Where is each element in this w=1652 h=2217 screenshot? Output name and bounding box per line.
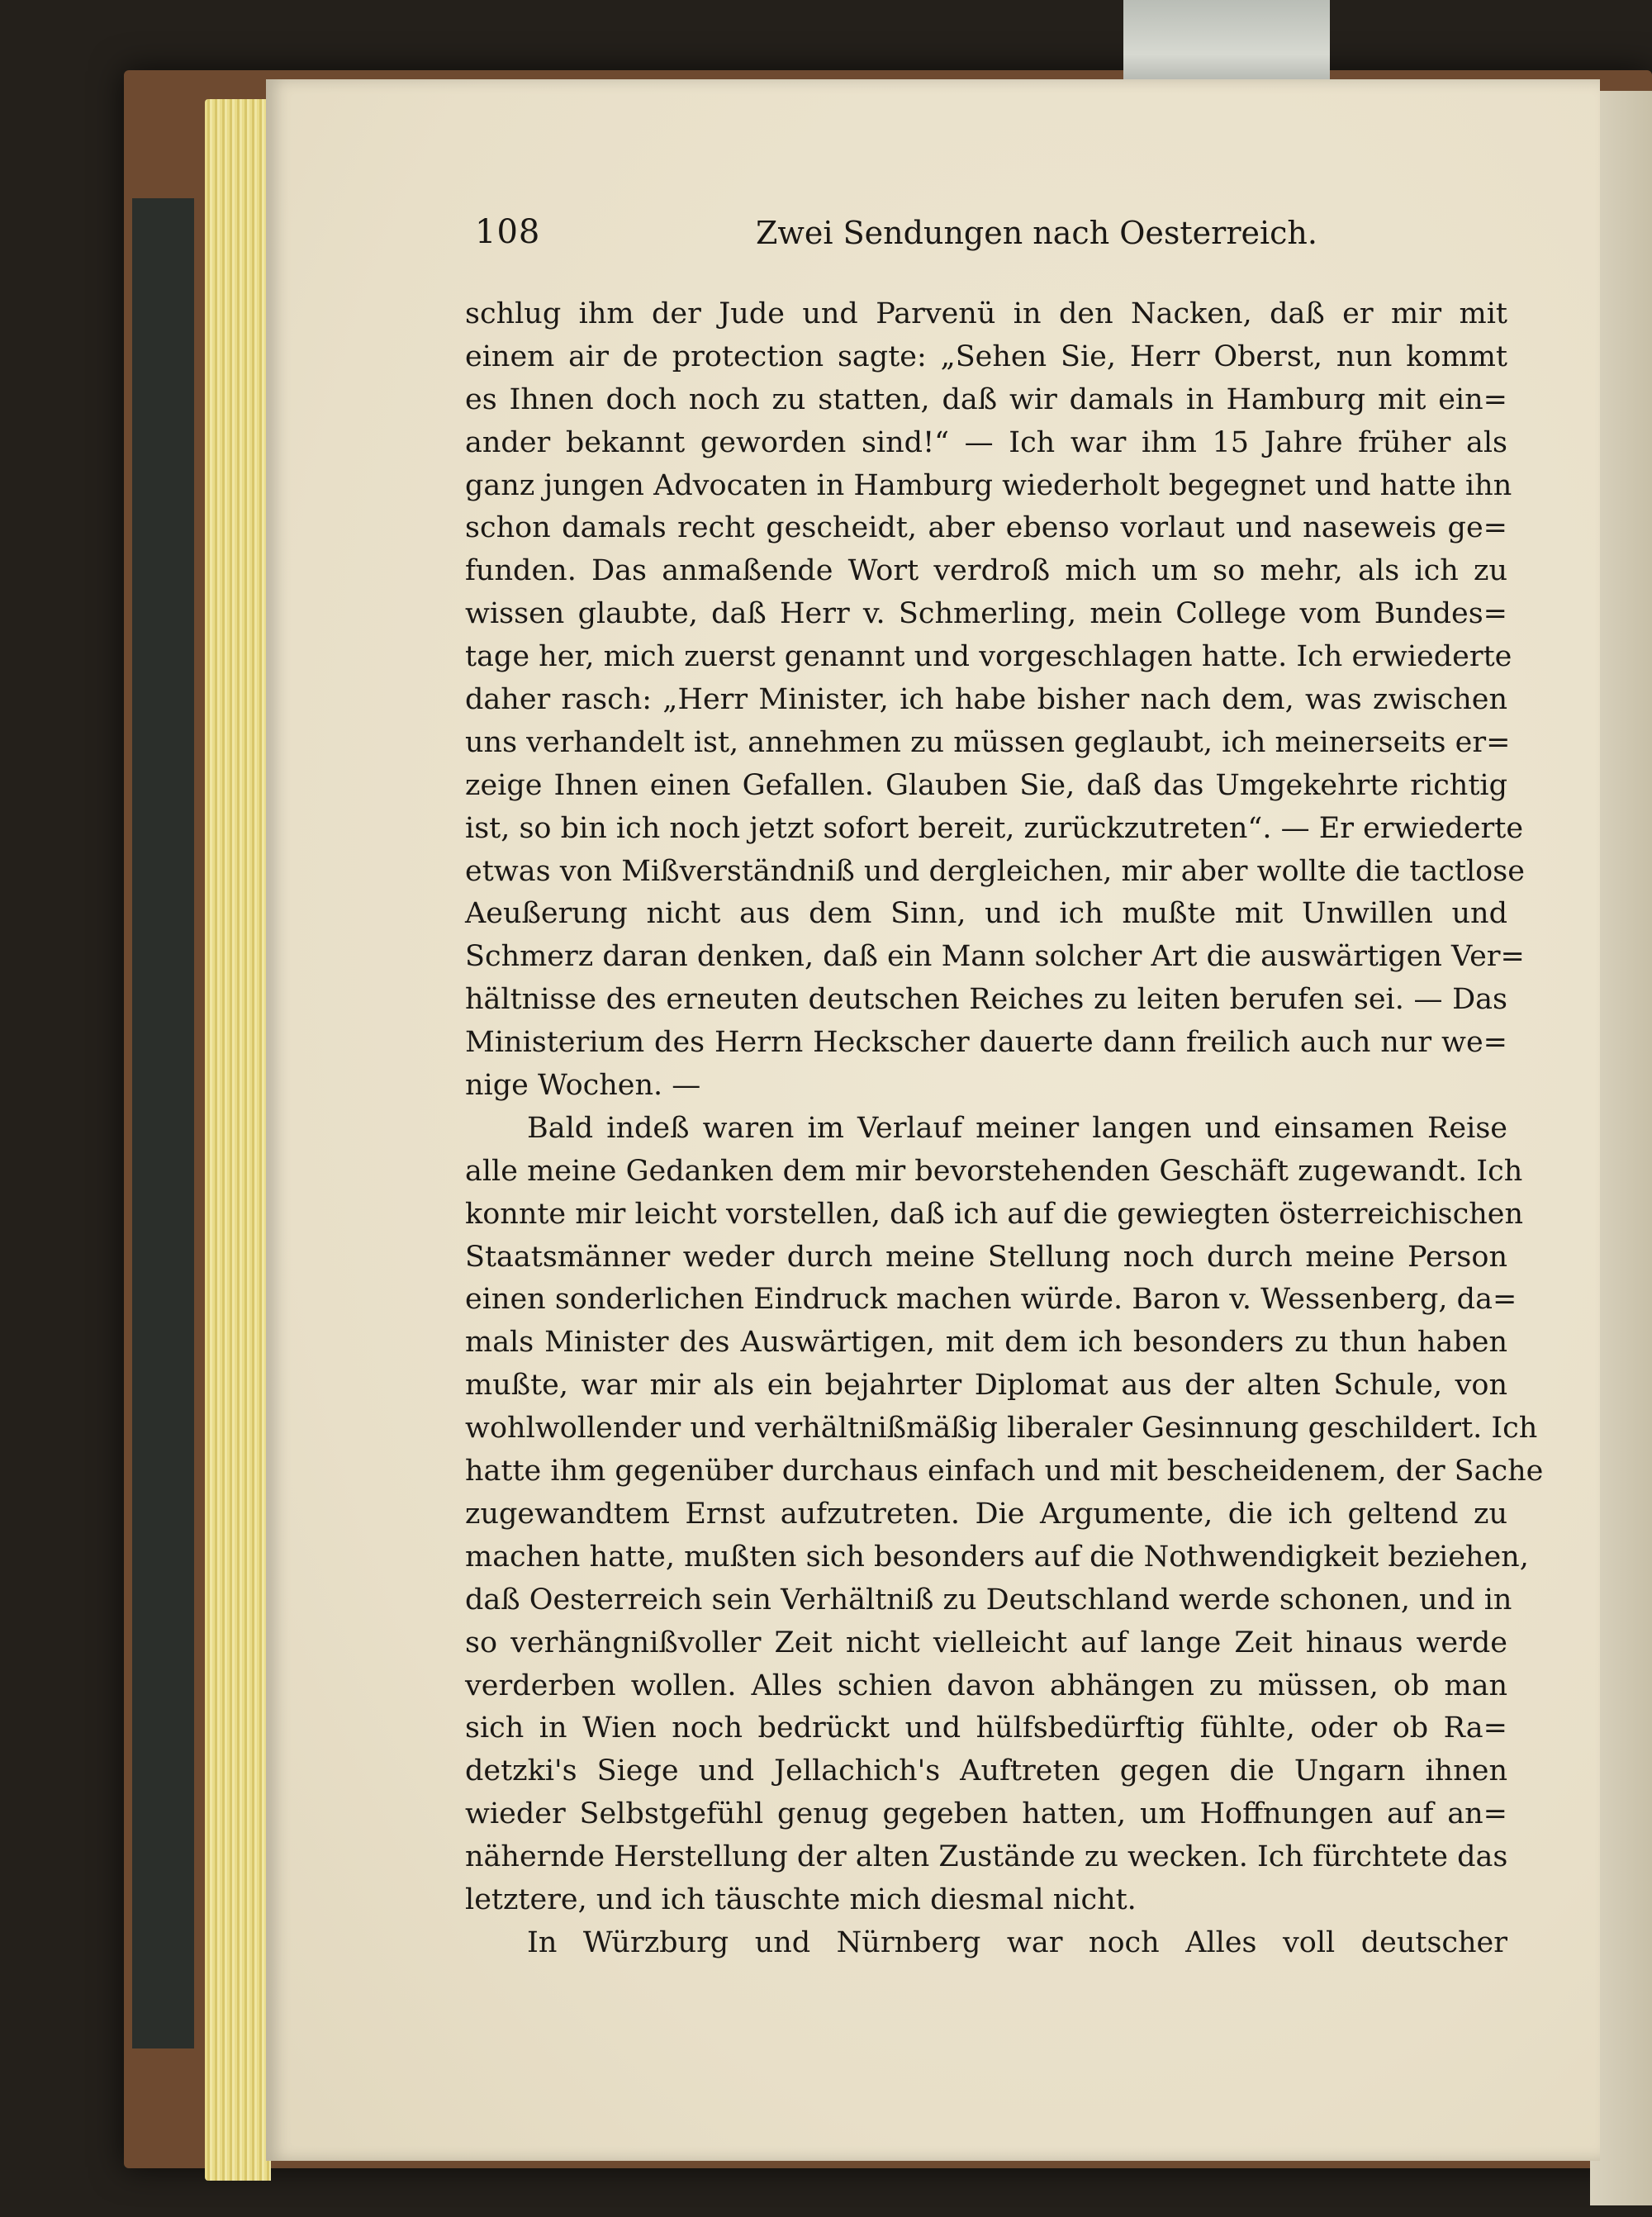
text-line: funden. Das anmaßende Wort verdroß mich um so mehr, als ich zu: [465, 554, 1507, 588]
cover-spine-strip: [132, 198, 194, 2048]
text-line: nähernde Herstellung der alten Zustände zu wecken. Ich fürchtete das: [465, 1840, 1508, 1874]
text-line: sich in Wien noch bedrückt und hülfsbedürftig fühlte, oder ob Ra=: [465, 1711, 1507, 1745]
text-line: mußte, war mir als ein bejahrter Diplomat aus der alten Schule, von: [465, 1369, 1507, 1403]
running-head: Zwei Sendungen nach Oesterreich.: [756, 215, 1317, 251]
text-line: einem air de protection sagte: „Sehen Sie, Herr Oberst, nun kommt: [465, 339, 1507, 373]
text-line: ander bekannt geworden sind!“ — Ich war ihm 15 Jahre früher als: [465, 425, 1507, 459]
text-line: hältnisse des erneuten deutschen Reiches zu leiten berufen sei. — Das: [465, 983, 1507, 1017]
text-line: detzki's Siege und Jellachich's Auftreten gegen die Ungarn ihnen: [465, 1754, 1507, 1788]
text-line: konnte mir leicht vorstellen, daß ich auf die gewiegten österreichischen: [465, 1197, 1524, 1231]
text-line: nige Wochen. —: [465, 1069, 701, 1103]
text-line: tage her, mich zuerst genannt und vorgeschlagen hatte. Ich erwiederte: [465, 640, 1512, 674]
page-edges: [205, 99, 271, 2181]
text-line: uns verhandelt ist, annehmen zu müssen geglaubt, ich meinerseits er=: [465, 725, 1511, 759]
text-line: verderben wollen. Alles schien davon abhängen zu müssen, ob man: [465, 1669, 1507, 1702]
text-line: daß Oesterreich sein Verhältniß zu Deutschland werde schonen, und in: [465, 1583, 1512, 1616]
page-header: [475, 213, 1317, 263]
text-line: machen hatte, mußten sich besonders auf die Nothwendigkeit beziehen,: [465, 1540, 1529, 1574]
bookmark-tab: [1123, 0, 1330, 91]
text-line: Ministerium des Herrn Heckscher dauerte dann freilich auch nur we=: [465, 1026, 1507, 1060]
text-line: einen sonderlichen Eindruck machen würde. Baron v. Wessenberg, da=: [465, 1283, 1517, 1317]
text-line: so verhängnißvoller Zeit nicht vielleicht auf lange Zeit hinaus werde: [465, 1626, 1507, 1659]
text-line: daher rasch: „Herr Minister, ich habe bisher nach dem, was zwischen: [465, 683, 1507, 717]
text-line: Schmerz daran denken, daß ein Mann solcher Art die auswärtigen Ver=: [465, 940, 1525, 974]
text-line: zugewandtem Ernst aufzutreten. Die Argumente, die ich geltend zu: [465, 1497, 1507, 1531]
page-number: 108: [475, 213, 541, 251]
text-line: wohlwollender und verhältnißmäßig liberaler Gesinnung geschildert. Ich: [465, 1412, 1538, 1446]
text-line: Bald indeß waren im Verlauf meiner langen und einsamen Reise: [527, 1111, 1507, 1145]
text-line: es Ihnen doch noch zu statten, daß wir damals in Hamburg mit ein=: [465, 382, 1507, 416]
text-line: wissen glaubte, daß Herr v. Schmerling, mein College vom Bundes=: [465, 597, 1507, 631]
text-line: Aeußerung nicht aus dem Sinn, und ich mußte mit Unwillen und: [465, 897, 1507, 931]
text-line: mals Minister des Auswärtigen, mit dem ich besonders zu thun haben: [465, 1326, 1507, 1360]
text-line: ist, so bin ich noch jetzt sofort bereit, zurückzutreten“. — Er erwiederte: [465, 811, 1524, 845]
text-line: schlug ihm der Jude und Parvenü in den Nacken, daß er mir mit: [465, 297, 1507, 330]
text-line: zeige Ihnen einen Gefallen. Glauben Sie, daß das Umgekehrte richtig: [465, 768, 1507, 802]
text-line: Staatsmänner weder durch meine Stellung noch durch meine Person: [465, 1240, 1507, 1274]
text-line: In Würzburg und Nürnberg war noch Alles voll deutscher: [527, 1925, 1507, 1959]
text-line: ganz jungen Advocaten in Hamburg wiederholt begegnet und hatte ihn: [465, 468, 1512, 502]
text-line: wieder Selbstgefühl genug gegeben hatten, um Hoffnungen auf an=: [465, 1797, 1507, 1831]
body-text: [465, 293, 1544, 1965]
text-line: hatte ihm gegenüber durchaus einfach und mit bescheidenem, der Sache: [465, 1455, 1544, 1488]
text-line: schon damals recht gescheidt, aber ebenso vorlaut und naseweis ge=: [465, 511, 1507, 545]
text-line: etwas von Mißverständniß und dergleichen, mir aber wollte die tactlose: [465, 854, 1525, 888]
text-line: letztere, und ich täuschte mich diesmal nicht.: [465, 1882, 1137, 1916]
text-line: alle meine Gedanken dem mir bevorstehenden Geschäft zugewandt. Ich: [465, 1154, 1523, 1188]
